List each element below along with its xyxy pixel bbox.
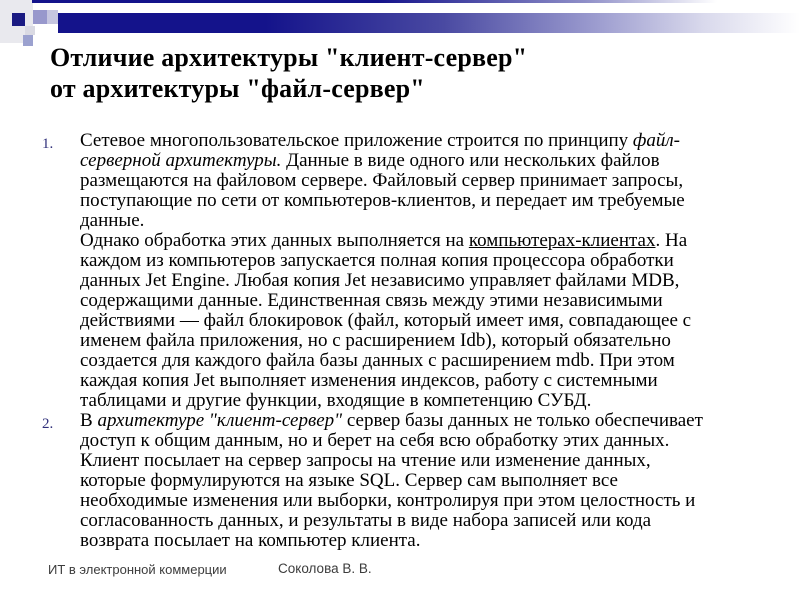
footer-course-label: ИТ в электронной коммерции (48, 562, 227, 577)
text-line: необходимые изменения или выборки, контролируя при этом целостность и (80, 490, 696, 511)
decor-square-navy (12, 13, 25, 26)
list-paragraph (42, 231, 758, 411)
body-text (42, 131, 758, 551)
footer-author-label: Соколова В. В. (278, 561, 372, 576)
text-line: именем файла приложения, но с расширением Idb), который обязательно (80, 330, 671, 351)
text-line: каждая копия Jet выполняет изменения индексов, работу с системными (80, 370, 658, 391)
list-marker (42, 231, 80, 234)
slide-title-line1: Отличие архитектуры "клиент-сервер" (50, 43, 528, 72)
list-marker: 2. (42, 416, 54, 432)
text-line: В архитектуре "клиент-сервер" сервер базы данных не только обеспечивает (80, 410, 703, 431)
text-line: доступ к общим данным, но и берет на себя всю обработку этих данных. (80, 430, 670, 451)
text-line: содержащими данные. Единственная связь между этими независимыми (80, 290, 663, 311)
text-line: серверной архитектуры. Данные в виде одного или нескольких файлов (80, 150, 660, 171)
text-line: каждом из компьютеров запускается полная копия процессора обработки (80, 250, 674, 271)
text-line: которые формулируются на языке SQL. Сервер сам выполняет все (80, 470, 618, 491)
text-line: создается для каждого файла базы данных с расширением mdb. При этом (80, 350, 675, 371)
text-line: возврата посылает на компьютер клиента. (80, 530, 421, 551)
list-paragraph (42, 411, 758, 551)
list-paragraph (42, 131, 758, 231)
decor-square-gray (25, 26, 35, 35)
text-line: Однако обработка этих данных выполняется на компьютерах-клиентах. На (80, 230, 688, 251)
decor-top-line (32, 0, 724, 3)
text-line: данных Jet Engine. Любая копия Jet независимо управляет файлами MDB, (80, 270, 680, 291)
slide-title (50, 42, 770, 104)
list-marker: 1. (42, 136, 54, 152)
slide-title-line2: от архитектуры "файл-сервер" (50, 74, 425, 103)
decor-square-periwinkle (33, 10, 47, 24)
decor-square-lightblue (47, 10, 58, 24)
text-line: таблицами и другие функции, входящие в компетенцию СУБД. (80, 390, 592, 411)
decor-title-bar (58, 13, 800, 33)
text-line: согласованность данных, и результаты в виде набора записей или кода (80, 510, 652, 531)
text-line: поступающие по сети от компьютеров-клиентов, и передает им требуемые (80, 190, 685, 211)
text-line: Клиент посылает на сервер запросы на чтение или изменение данных, (80, 450, 651, 471)
text-line: действиями — файл блокировок (файл, который имеет имя, совпадающее с (80, 310, 692, 331)
text-line: размещаются на файловом сервере. Файловый сервер принимает запросы, (80, 170, 684, 191)
text-line: данные. (80, 210, 145, 231)
text-line: Сетевое многопользовательское приложение строится по принципу файл- (80, 130, 681, 151)
decor-square-periwinkle-small (23, 35, 33, 46)
